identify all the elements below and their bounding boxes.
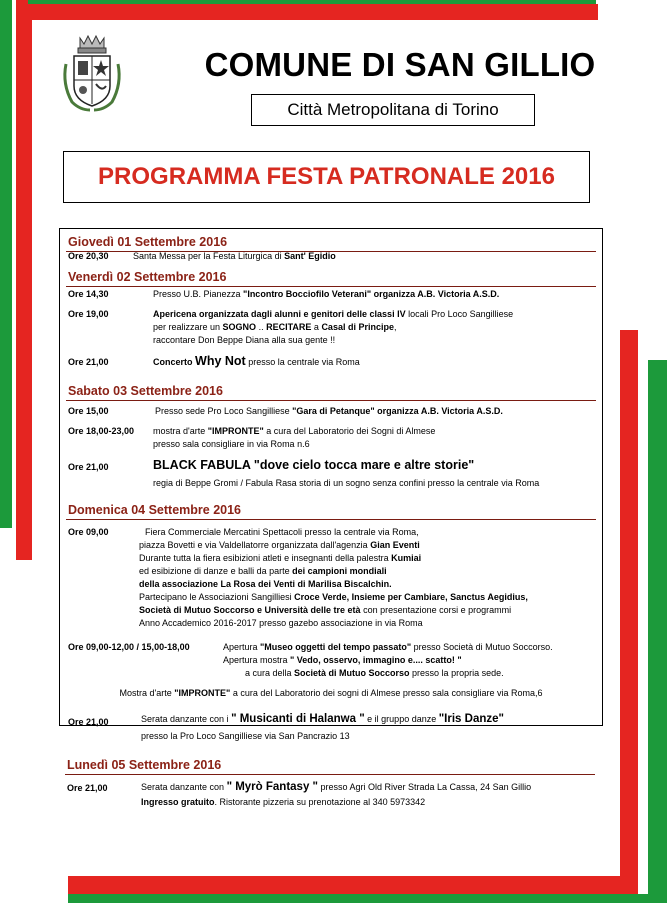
event-text: piazza Bovetti e via Valdellatorre organizzata dall'agenzia Gian Eventi xyxy=(139,540,420,550)
event-text: regia di Beppe Gromi / Fabula Rasa storia di un sogno senza confini presso la centrale via Roma xyxy=(153,478,540,488)
divider xyxy=(66,519,596,520)
event-text: presso sala consigliare in via Roma n.6 xyxy=(153,439,310,449)
event-text: presso la Pro Loco Sangilliese via San Pancrazio 13 xyxy=(141,731,350,741)
event-text: Santa Messa per la Festa Liturgica di Sant' Egidio xyxy=(133,251,336,261)
green-stripe-bottom xyxy=(68,894,648,903)
municipal-crest-icon xyxy=(60,34,124,114)
program-title: PROGRAMMA FESTA PATRONALE 2016 xyxy=(63,151,590,203)
red-stripe-bottom xyxy=(68,876,638,894)
subtitle: Città Metropolitana di Torino xyxy=(251,94,535,126)
event-text: della associazione La Rosa dei Venti di Marilisa Biscalchin. xyxy=(139,579,392,589)
program-content xyxy=(59,228,603,726)
day-heading: Lunedì 05 Settembre 2016 xyxy=(67,758,222,772)
divider xyxy=(65,774,595,775)
event-time: Ore 14,30 xyxy=(68,289,109,299)
green-stripe-top xyxy=(28,0,596,4)
event-text: raccontare Don Beppe Diana alla sua gente !! xyxy=(153,335,336,345)
event-title: BLACK FABULA "dove cielo tocca mare e altre storie" xyxy=(153,458,475,472)
event-text: Ingresso gratuito. Ristorante pizzeria su prenotazione al 340 5973342 xyxy=(141,797,426,807)
event-time: Ore 21,00 xyxy=(68,357,109,367)
event-time: Ore 09,00 xyxy=(68,527,109,537)
day-heading: Venerdì 02 Settembre 2016 xyxy=(68,270,227,284)
event-text: Durante tutta la fiera esibizioni atleti e insegnanti della palestra Kumiai xyxy=(139,553,422,563)
red-stripe-right xyxy=(620,330,638,903)
event-time: Ore 20,30 xyxy=(68,251,109,261)
day-heading: Giovedì 01 Settembre 2016 xyxy=(68,235,228,249)
green-stripe-left xyxy=(0,0,12,528)
red-stripe-left xyxy=(16,0,32,560)
day-heading: Sabato 03 Settembre 2016 xyxy=(68,384,223,398)
event-text: Società di Mutuo Soccorso e Università delle tre età con presentazione corsi e programmi xyxy=(139,605,512,615)
event-text: per realizzare un SOGNO .. RECITARE a Casal di Principe, xyxy=(153,322,397,332)
event-time: Ore 18,00-23,00 xyxy=(68,426,135,436)
event-text: a cura della Società di Mutuo Soccorso presso la propria sede. xyxy=(245,668,504,678)
green-stripe-right xyxy=(648,360,667,903)
divider xyxy=(66,400,596,401)
program-content-lower xyxy=(59,712,619,812)
event-time: Ore 09,00-12,00 / 15,00-18,00 xyxy=(68,642,190,652)
day-heading: Domenica 04 Settembre 2016 xyxy=(68,503,242,517)
event-text: Serata danzante con " Myrò Fantasy " presso Agri Old River Strada La Cassa, 24 San Gillio xyxy=(141,781,532,793)
divider xyxy=(66,286,596,287)
event-text: Anno Accademico 2016-2017 presso gazebo associazione in via Roma xyxy=(139,618,423,628)
event-time: Ore 21,00 xyxy=(68,462,109,472)
event-text: Apericena organizzata dagli alunni e genitori delle classi IV locali Pro Loco Sangilliese xyxy=(153,309,514,319)
event-text: Mostra d'arte "IMPRONTE" a cura del Laboratorio dei sogni di Almese presso sala consigliare via Roma,6 xyxy=(119,688,543,698)
event-text: Presso sede Pro Loco Sangilliese "Gara di Petanque" organizza A.B. Victoria A.S.D. xyxy=(155,406,503,416)
event-text: mostra d'arte "IMPRONTE" a cura del Laboratorio dei Sogni di Almese xyxy=(153,426,436,436)
event-text: Serata danzante con i " Musicanti di Halanwa " e il gruppo danze "Iris Danze" xyxy=(141,713,504,725)
event-time: Ore 21,00 xyxy=(68,717,109,727)
event-text: Fiera Commerciale Mercatini Spettacoli presso la centrale via Roma, xyxy=(145,527,419,537)
red-stripe-top xyxy=(28,4,598,20)
event-text: Concerto Why Not presso la centrale via Roma xyxy=(153,354,360,368)
event-text: Presso U.B. Pianezza "Incontro Bocciofilo Veterani" organizza A.B. Victoria A.S.D. xyxy=(153,289,500,299)
event-text: Apertura mostra " Vedo, osservo, immagino e.... scatto! " xyxy=(223,655,462,665)
event-text: Partecipano le Associazioni Sangilliesi Croce Verde, Insieme per Cambiare, Sanctus Aegidius, xyxy=(139,592,528,602)
event-time: Ore 21,00 xyxy=(67,783,108,793)
event-text: ed esibizione di danze e balli da parte dei campioni mondiali xyxy=(139,566,387,576)
event-text: Apertura "Museo oggetti del tempo passato" presso Società di Mutuo Soccorso. xyxy=(223,642,553,652)
event-time: Ore 19,00 xyxy=(68,309,109,319)
event-time: Ore 15,00 xyxy=(68,406,109,416)
page-title: COMUNE DI SAN GILLIO xyxy=(204,46,596,83)
